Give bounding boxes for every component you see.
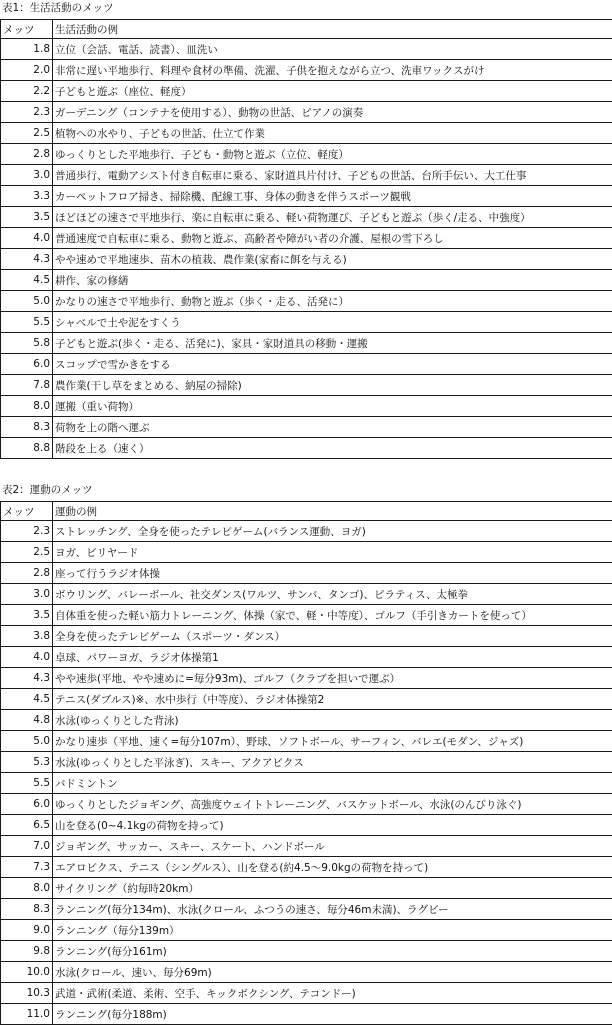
activity-example: 全身を使ったテレビゲーム（スポーツ・ダンス）: [53, 626, 612, 647]
activity-example: 階段を上る（速く）: [53, 438, 612, 459]
table-row: [1, 815, 612, 836]
activity-example: 運搬（重い荷物）: [53, 396, 612, 417]
activity-example: ランニング(毎分161m): [53, 941, 612, 962]
activity-example: 普通歩行、電動アシスト付き自転車に乗る、家財道具片付け、子どもの世話、台所手伝い、大工仕事: [53, 165, 612, 186]
mets-value: 10.3: [1, 983, 53, 1004]
table-row: [1, 542, 612, 563]
mets-value: 8.0: [1, 396, 53, 417]
table-row: [1, 626, 612, 647]
table1-body: [1, 20, 612, 459]
table-row: [1, 438, 612, 459]
activity-example: バドミントン: [53, 773, 612, 794]
activity-example: やや速めで平地速歩、苗木の植栽、農作業(家畜に餌を与える): [53, 249, 612, 270]
table-row: [1, 920, 612, 941]
table-row: [1, 228, 612, 249]
activity-example: ゆっくりとした平地歩行、子ども・動物と遊ぶ（立位、軽度）: [53, 144, 612, 165]
mets-value: 4.5: [1, 689, 53, 710]
activity-example: 水泳(クロール、速い、毎分69m): [53, 962, 612, 983]
table2-header-row: [1, 502, 612, 521]
mets-value: 4.3: [1, 249, 53, 270]
table-row: [1, 794, 612, 815]
activity-example: 子どもと遊ぶ（座位、軽度）: [53, 81, 612, 102]
activity-example: 農作業(干し草をまとめる、納屋の掃除): [53, 375, 612, 396]
activity-example: ランニング(毎分134m)、水泳(クロール、ふつうの速さ、毎分46m未満)、ラグビー: [53, 899, 612, 920]
activity-example: 水泳(ゆっくりとした平泳ぎ)、スキー、アクアビクス: [53, 752, 612, 773]
table1-header-mets: メッツ: [1, 20, 53, 39]
table-row: [1, 312, 612, 333]
table2-header-example: 運動の例: [53, 502, 612, 521]
mets-value: 5.8: [1, 333, 53, 354]
mets-value: 3.3: [1, 186, 53, 207]
activity-example: ボウリング、バレーボール、社交ダンス(ワルツ、サンバ、タンゴ)、ピラティス、太極拳: [53, 584, 612, 605]
table2-body: [1, 502, 612, 1025]
activity-example: ストレッチング、全身を使ったテレビゲーム(バランス運動、ヨガ): [53, 521, 612, 542]
activity-example: かなり速歩（平地、速く=毎分107m）、野球、ソフトボール、サーフィン、バレエ(モダン、ジャズ): [53, 731, 612, 752]
mets-value: 2.2: [1, 81, 53, 102]
mets-value: 5.5: [1, 773, 53, 794]
table-row: [1, 417, 612, 438]
activity-example: 立位（会話、電話、読書）、皿洗い: [53, 39, 612, 60]
activity-example: 普通速度で自転車に乗る、動物と遊ぶ、高齢者や障がい者の介護、屋根の雪下ろし: [53, 228, 612, 249]
mets-value: 8.3: [1, 899, 53, 920]
table1-header-row: [1, 20, 612, 39]
mets-value: 3.5: [1, 207, 53, 228]
mets-value: 5.0: [1, 291, 53, 312]
activity-example: 武道・武術(柔道、柔術、空手、キックボクシング、テコンドー): [53, 983, 612, 1004]
activity-example: やや速歩(平地、やや速めに=毎分93m)、ゴルフ（クラブを担いで運ぶ）: [53, 668, 612, 689]
mets-value: 2.5: [1, 123, 53, 144]
mets-value: 5.5: [1, 312, 53, 333]
mets-value: 4.5: [1, 270, 53, 291]
activity-example: カーペットフロア掃き、掃除機、配線工事、身体の動きを伴うスポーツ観戦: [53, 186, 612, 207]
mets-value: 2.3: [1, 521, 53, 542]
activity-example: テニス(ダブルス)※、水中歩行（中等度）、ラジオ体操第2: [53, 689, 612, 710]
activity-example: 座って行うラジオ体操: [53, 563, 612, 584]
activity-example: 荷物を上の階へ運ぶ: [53, 417, 612, 438]
table-row: [1, 878, 612, 899]
activity-example: ゆっくりとしたジョギング、高強度ウェイトトレーニング、バスケットボール、水泳(のんびり泳ぐ): [53, 794, 612, 815]
mets-value: 3.0: [1, 584, 53, 605]
activity-example: 子どもと遊ぶ(歩く・走る、活発に)、家具・家財道具の移動・運搬: [53, 333, 612, 354]
table1-caption: 表1：生活活動のメッツ: [2, 0, 114, 16]
table-row: [1, 731, 612, 752]
table-row: [1, 983, 612, 1004]
mets-value: 4.3: [1, 668, 53, 689]
table-row: [1, 186, 612, 207]
mets-value: 6.5: [1, 815, 53, 836]
table1-living-activities: [0, 19, 612, 459]
table-row: [1, 857, 612, 878]
table-row: [1, 60, 612, 81]
activity-example: スコップで雪かきをする: [53, 354, 612, 375]
activity-example: 自体重を使った軽い筋力トレーニング、体操（家で、軽・中等度）、ゴルフ（手引きカートを使って）: [53, 605, 612, 626]
table-row: [1, 584, 612, 605]
activity-example: ジョギング、サッカー、スキー、スケート、ハンドボール: [53, 836, 612, 857]
mets-value: 5.3: [1, 752, 53, 773]
activity-example: ほどほどの速さで平地歩行、楽に自転車に乗る、軽い荷物運び、子どもと遊ぶ（歩く/走る、中強度）: [53, 207, 612, 228]
table-row: [1, 836, 612, 857]
mets-value: 9.8: [1, 941, 53, 962]
activity-example: 植物への水やり、子どもの世話、仕立て作業: [53, 123, 612, 144]
mets-value: 7.3: [1, 857, 53, 878]
table2-header-mets: メッツ: [1, 502, 53, 521]
activity-example: ランニング（毎分139m）: [53, 920, 612, 941]
mets-value: 8.0: [1, 878, 53, 899]
mets-value: 2.0: [1, 60, 53, 81]
table-row: [1, 710, 612, 731]
activity-example: 水泳(ゆっくりとした背泳): [53, 710, 612, 731]
table2-caption: 表2：運動のメッツ: [2, 482, 93, 498]
mets-value: 3.8: [1, 626, 53, 647]
table-row: [1, 354, 612, 375]
mets-value: 2.5: [1, 542, 53, 563]
mets-value: 9.0: [1, 920, 53, 941]
mets-value: 3.5: [1, 605, 53, 626]
mets-value: 4.8: [1, 710, 53, 731]
activity-example: 卓球、パワーヨガ、ラジオ体操第1: [53, 647, 612, 668]
table-row: [1, 165, 612, 186]
table-row: [1, 375, 612, 396]
activity-example: 耕作、家の修繕: [53, 270, 612, 291]
table-row: [1, 605, 612, 626]
table-row: [1, 207, 612, 228]
table-row: [1, 689, 612, 710]
table-row: [1, 123, 612, 144]
activity-example: ガーデニング（コンテナを使用する）、動物の世話、ピアノの演奏: [53, 102, 612, 123]
activity-example: 非常に遅い平地歩行、料理や食材の準備、洗濯、子供を抱えながら立つ、洗車ワックスがけ: [53, 60, 612, 81]
table-row: [1, 521, 612, 542]
activity-example: シャベルで土や泥をすくう: [53, 312, 612, 333]
activity-example: ヨガ、ビリヤード: [53, 542, 612, 563]
activity-example: 山を登る(0~4.1kgの荷物を持って): [53, 815, 612, 836]
table-row: [1, 647, 612, 668]
table-row: [1, 752, 612, 773]
table-row: [1, 102, 612, 123]
mets-value: 2.8: [1, 144, 53, 165]
mets-value: 4.0: [1, 647, 53, 668]
table-row: [1, 144, 612, 165]
table1-header-example: 生活活動の例: [53, 20, 612, 39]
mets-value: 7.0: [1, 836, 53, 857]
activity-example: かなりの速さで平地歩行、動物と遊ぶ（歩く・走る、活発に）: [53, 291, 612, 312]
mets-value: 6.0: [1, 354, 53, 375]
table-row: [1, 333, 612, 354]
table-row: [1, 1004, 612, 1025]
table2-exercise: [0, 501, 612, 1025]
table-row: [1, 396, 612, 417]
mets-value: 2.8: [1, 563, 53, 584]
activity-example: ランニング(毎分188m): [53, 1004, 612, 1025]
mets-value: 10.0: [1, 962, 53, 983]
mets-value: 6.0: [1, 794, 53, 815]
table-row: [1, 563, 612, 584]
mets-value: 1.8: [1, 39, 53, 60]
mets-value: 11.0: [1, 1004, 53, 1025]
mets-value: 2.3: [1, 102, 53, 123]
mets-value: 8.3: [1, 417, 53, 438]
table-row: [1, 249, 612, 270]
table-row: [1, 668, 612, 689]
table-row: [1, 291, 612, 312]
activity-example: エアロビクス、テニス（シングルス）、山を登る(約4.5～9.0kgの荷物を持って): [53, 857, 612, 878]
mets-value: 8.8: [1, 438, 53, 459]
table-row: [1, 81, 612, 102]
table-row: [1, 962, 612, 983]
table-row: [1, 270, 612, 291]
mets-value: 5.0: [1, 731, 53, 752]
mets-value: 4.0: [1, 228, 53, 249]
table-row: [1, 773, 612, 794]
mets-value: 3.0: [1, 165, 53, 186]
table-row: [1, 39, 612, 60]
activity-example: サイクリング（約毎時20km）: [53, 878, 612, 899]
mets-value: 7.8: [1, 375, 53, 396]
table-row: [1, 941, 612, 962]
table-row: [1, 899, 612, 920]
